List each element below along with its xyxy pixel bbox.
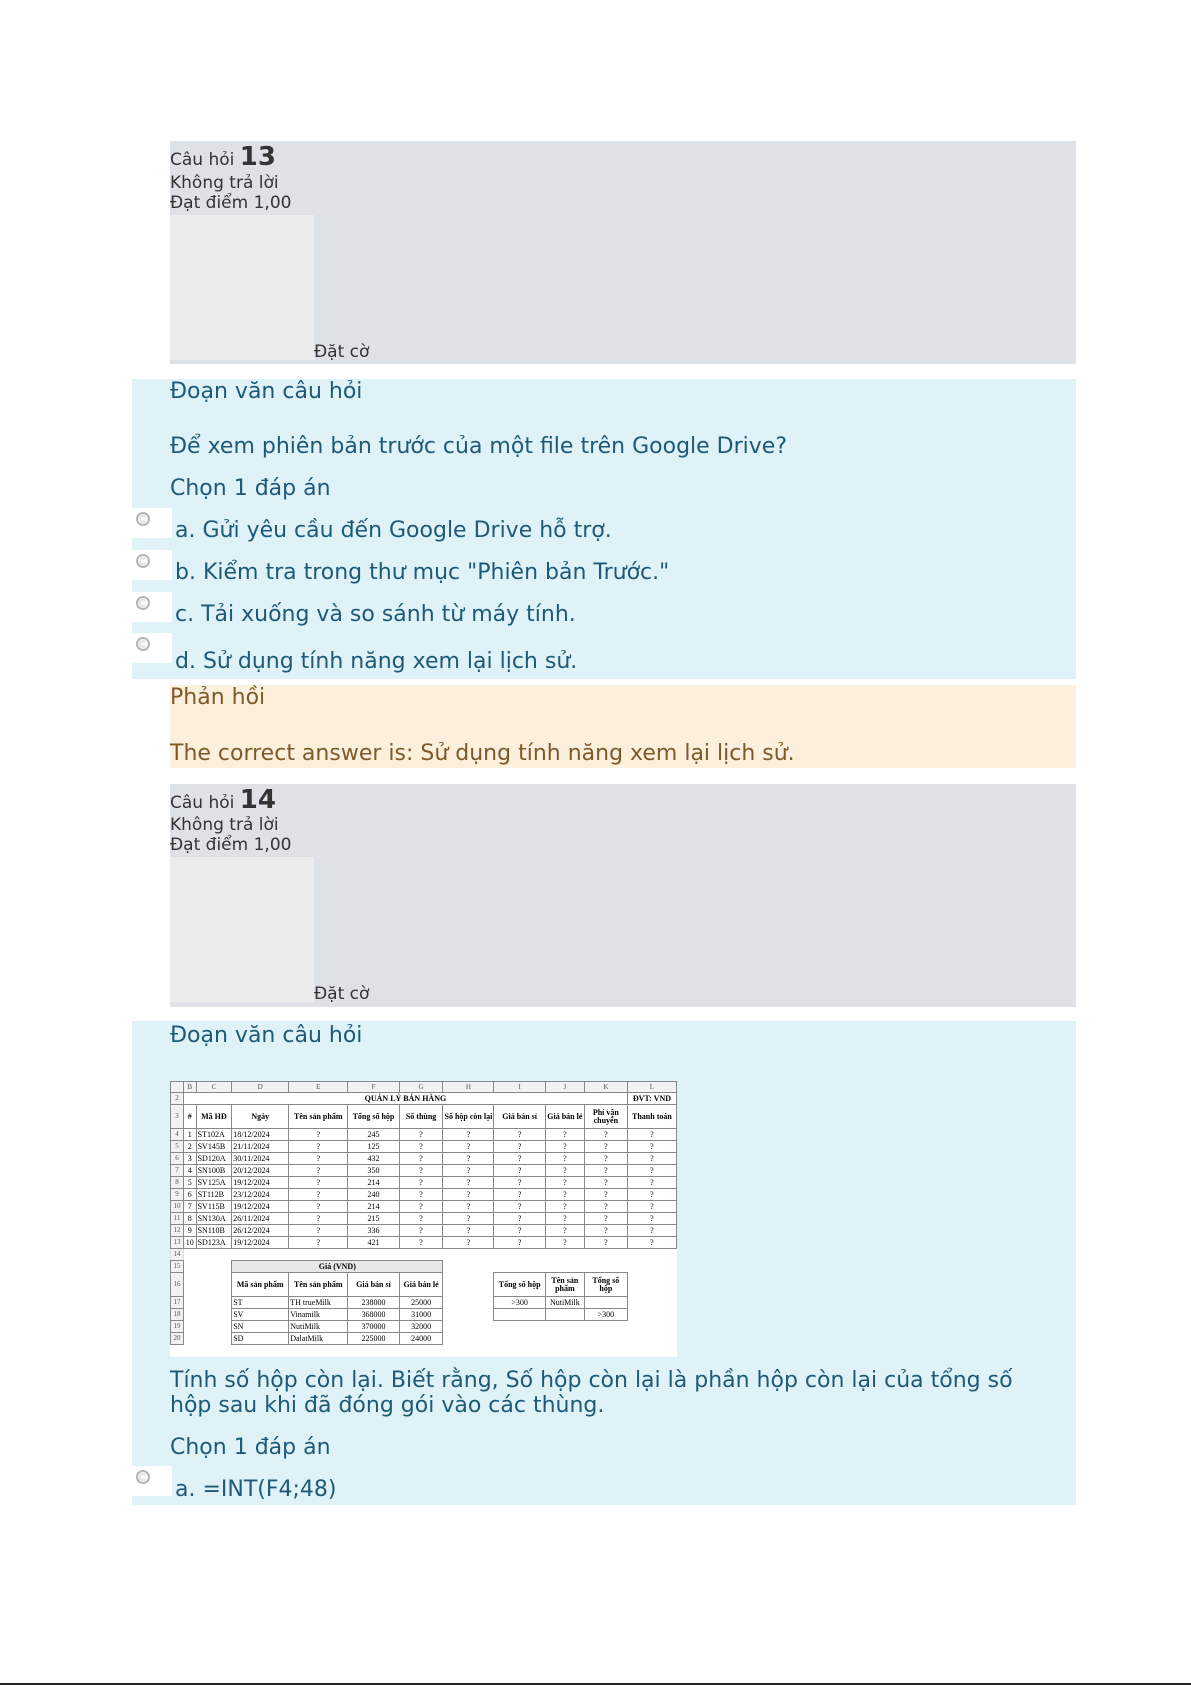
- q14-info-panel: [170, 784, 1076, 1007]
- q14-option-a[interactable]: a. =INT(F4;48): [175, 1477, 337, 1502]
- q14-status: Không trả lời: [170, 815, 279, 835]
- q14-question-line2: hộp sau khi đã đóng gói vào các thùng.: [170, 1393, 605, 1418]
- sheet-data-row: 12 9 SN110B 26/12/2024 ? 336 ? ? ? ? ? ?: [171, 1225, 677, 1237]
- sheet-data-row: 9 6 ST112B 23/12/2024 ? 240 ? ? ? ? ? ?: [171, 1189, 677, 1201]
- sheet-unit: ĐVT: VND: [627, 1093, 676, 1105]
- sheet-title: QUẢN LÝ BÁN HÀNG: [184, 1093, 628, 1105]
- sales-spreadsheet-image: B C D E F G H I J K L 2 QUẢN LÝ BÁN HÀNG ĐVT: VND 3 # Mã HĐ Ngày Tên sản phẩm Tổng số hộp Số thùng Số hộp còn lại Giá bán sỉ Giá bán lẻ Phí vận chuyển Thanh toán 4 1 ST102A 18/12/2024 ? 245 ? ? ? ? ? ? 5 2 SV145B 21/11/2024 ? 125 ? ? ? ? ? ? 6 3 SD120A 30/11/2024 ? 432 ? ? ? ? ? ? 7 4 SN100B 20/12/2024 ? 350 ? ? ? ? ? ? 8 5 SV125A 19/12/2024 ? 214 ? ? ? ? ? ? 9 6 ST112B 23/12/2024 ? 240 ? ? ? ? ? ? 10 7 SV115B 19/12/2024 ? 214 ? ? ? ? ? ? 11 8 SN130A 26/11/2024 ? 215 ? ? ? ? ? ? 12 9 SN110B 26/12/2024 ? 336 ? ? ? ? ? ? 13 10 SD123A 19/12/2024 ? 421 ? ? ? ? ? ? 14 15 Giá (VND) 16 Mã sản phẩm Tên sản phẩm Giá bán sỉ Giá bán lẻ Tổng số hộp Tên sản phẩm Tổng số hộp 17 ST TH trueMilk 238000 25000 >300 NutiMilk 18 SV Vinamilk 368000 31000 >300 19 SN NutiMilk 370000 32000 20 SD DalatMilk 225000 24000: [170, 1081, 677, 1357]
- sheet-data-row: 8 5 SV125A 19/12/2024 ? 214 ? ? ? ? ? ?: [171, 1177, 677, 1189]
- q13-number: Câu hỏi 13: [170, 142, 276, 172]
- q14-flag-question[interactable]: Đặt cờ: [314, 984, 370, 1004]
- sheet-data-row: 4 1 ST102A 18/12/2024 ? 245 ? ? ? ? ? ?: [171, 1129, 677, 1141]
- q13-feedback-panel: [170, 685, 1076, 768]
- q14-option-a-radio[interactable]: [132, 1466, 172, 1496]
- q13-option-d[interactable]: d. Sử dụng tính năng xem lại lịch sử.: [175, 649, 578, 674]
- q13-option-c[interactable]: c. Tải xuống và so sánh từ máy tính.: [175, 602, 576, 627]
- q14-prompt: Chọn 1 đáp án: [170, 1435, 331, 1460]
- sheet-column-letters: B C D E F G H I J K L: [171, 1082, 677, 1093]
- q13-option-d-radio[interactable]: [132, 633, 172, 663]
- q13-prompt: Chọn 1 đáp án: [170, 476, 331, 501]
- sheet-data-row: 13 10 SD123A 19/12/2024 ? 421 ? ? ? ? ? ?: [171, 1237, 677, 1249]
- q13-status: Không trả lời: [170, 173, 279, 193]
- q13-flag-image: [170, 215, 314, 360]
- q14-question-line1: Tính số hộp còn lại. Biết rằng, Số hộp còn lại là phần hộp còn lại của tổng số: [170, 1368, 1013, 1393]
- q13-grade: Đạt điểm 1,00: [170, 193, 292, 213]
- price-table-title: Giá (VND): [232, 1261, 443, 1273]
- q13-option-b[interactable]: b. Kiểm tra trong thư mục "Phiên bản Trước.": [175, 560, 670, 585]
- q13-section-title: Đoạn văn câu hỏi: [170, 379, 363, 404]
- sheet-data-row: 11 8 SN130A 26/11/2024 ? 215 ? ? ? ? ? ?: [171, 1213, 677, 1225]
- q13-option-c-radio[interactable]: [132, 592, 172, 622]
- q14-flag-image: [170, 857, 314, 1002]
- q13-flag-question[interactable]: Đặt cờ: [314, 342, 370, 362]
- q13-option-a-radio[interactable]: [132, 508, 172, 538]
- q14-section-title: Đoạn văn câu hỏi: [170, 1023, 363, 1048]
- q13-content-panel: [132, 379, 1076, 679]
- q13-feedback-text: The correct answer is: Sử dụng tính năng xem lại lịch sử.: [170, 741, 795, 766]
- q13-feedback-title: Phản hồi: [170, 685, 266, 710]
- q14-number: Câu hỏi 14: [170, 785, 276, 815]
- q13-info-panel: [170, 141, 1076, 364]
- q13-option-a[interactable]: a. Gửi yêu cầu đến Google Drive hỗ trợ.: [175, 518, 612, 543]
- q14-grade: Đạt điểm 1,00: [170, 835, 292, 855]
- sheet-data-row: 5 2 SV145B 21/11/2024 ? 125 ? ? ? ? ? ?: [171, 1141, 677, 1153]
- sheet-data-row: 6 3 SD120A 30/11/2024 ? 432 ? ? ? ? ? ?: [171, 1153, 677, 1165]
- q13-question-text: Để xem phiên bản trước của một file trên Google Drive?: [170, 434, 787, 459]
- sheet-header-row: 3 # Mã HĐ Ngày Tên sản phẩm Tổng số hộp Số thùng Số hộp còn lại Giá bán sỉ Giá bán lẻ Phí vận chuyển Thanh toán: [171, 1105, 677, 1129]
- sheet-data-row: 10 7 SV115B 19/12/2024 ? 214 ? ? ? ? ? ?: [171, 1201, 677, 1213]
- q14-content-panel: [132, 1021, 1076, 1505]
- sheet-data-row: 7 4 SN100B 20/12/2024 ? 350 ? ? ? ? ? ?: [171, 1165, 677, 1177]
- q13-option-b-radio[interactable]: [132, 550, 172, 580]
